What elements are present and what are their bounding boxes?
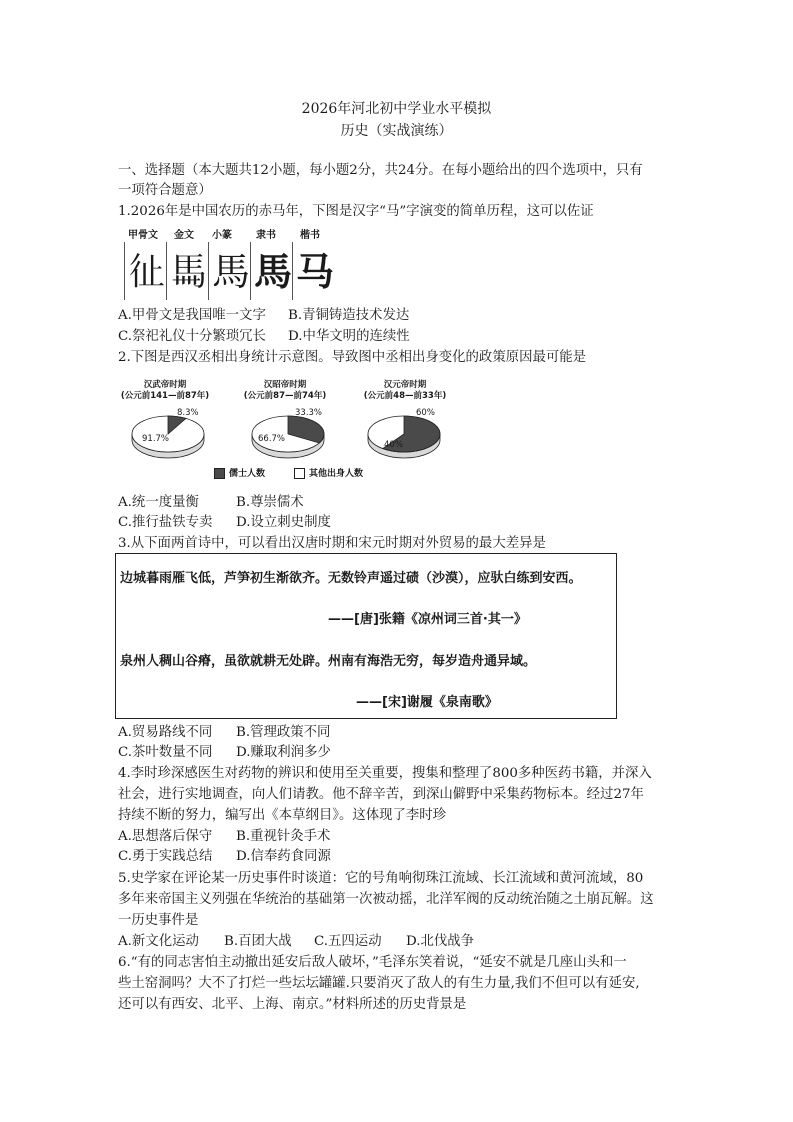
q4-option-b: B.重视针灸手术 xyxy=(236,829,331,844)
q5-option-b: B.百团大战 xyxy=(224,934,292,949)
q5-line1: 5.史学家在评论某一历史事件时谈道：它的号角响彻珠江流域、长江流域和黄河流域，80 xyxy=(118,871,644,886)
q2-option-a: A.统一度量衡 xyxy=(118,495,199,510)
legend-label-ru: 儒士人数 xyxy=(229,469,266,479)
q1-option-b: B.青铜铸造技术发达 xyxy=(288,308,410,323)
q4-option-c: C.勇于实践总结 xyxy=(118,849,213,864)
pie-label-zhaodi-other: 66.7% xyxy=(258,434,286,444)
q6-line1: 6.“有的同志害怕主动撤出延安后敌人破坏，”毛泽东笑着说，“延安不就是几座山头和一 xyxy=(118,955,627,970)
q1-options-row2 xyxy=(118,326,410,347)
glyph-bronze: 𩡧 xyxy=(170,250,209,294)
pie-title-yuandi-period: (公元前48—前33年) xyxy=(363,391,447,401)
legend-swatch-other xyxy=(294,468,305,479)
q5-option-a: A.新文化运动 xyxy=(118,934,199,949)
pie-title-zhaodi-period: (公元前87—前74年) xyxy=(243,391,327,401)
pie-title-wudi-name: 汉武帝时期 xyxy=(143,380,187,390)
q5-options xyxy=(118,931,474,952)
divider xyxy=(208,242,209,300)
char-label-regular: 楷书 xyxy=(300,230,320,241)
char-label-bronze: 金文 xyxy=(174,230,194,241)
q1-stem: 1.2026年是中国农历的赤马年，下图是汉字“马”字演变的简单历程，这可以佐证 xyxy=(118,204,594,219)
poem1-source: ——[唐]张籍《凉州词三首·其一》 xyxy=(328,612,527,627)
poem1-text: 边城暮雨雁飞低，芦笋初生渐欲齐。无数铃声遥过碛（沙漠），应驮白练到安西。 xyxy=(120,571,582,586)
legend-ru xyxy=(214,466,265,479)
pie-2 xyxy=(368,416,440,458)
divider xyxy=(250,242,251,300)
divider xyxy=(166,242,167,300)
poem2-source: ——[宋]谢履《泉南歌》 xyxy=(356,695,498,710)
q5-line2: 多年来帝国主义列强在华统治的基础第一次被动摇，北洋军阀的反动统治随之土崩瓦解。这 xyxy=(118,892,654,907)
glyph-seal: 馬 xyxy=(212,250,251,294)
q6-line3: 还可以有西安、北平、上海、南京。”材料所述的历史背景是 xyxy=(118,997,467,1012)
exam-subtitle: 历史（实战演练） xyxy=(340,123,453,139)
glyph-clerical: 馬 xyxy=(254,249,293,294)
pie-label-yuandi-ru: 60% xyxy=(416,408,435,418)
q4-option-d: D.信奉药食同源 xyxy=(236,849,331,864)
pie-label-yuandi-other: 40% xyxy=(384,440,403,450)
char-label-seal: 小篆 xyxy=(212,230,232,241)
q2-option-d: D.设立刺史制度 xyxy=(236,515,331,530)
q5-line3: 一历史事件是 xyxy=(118,913,199,928)
char-label-oracle: 甲骨文 xyxy=(128,230,158,241)
section-heading-cont: 一项符合题意） xyxy=(118,183,212,198)
q4-line1: 4.李时珍深感医生对药物的辨识和使用至关重要，搜集和整理了800多种医药书籍，并深入 xyxy=(118,766,652,781)
q5-option-c: C.五四运动 xyxy=(314,934,382,949)
divider xyxy=(292,242,293,300)
q1-option-c: C.祭祀礼仪十分繁琐冗长 xyxy=(118,329,266,344)
q3-option-b: B.管理政策不同 xyxy=(236,725,331,740)
q6-line2: 些土窑洞吗？大不了打烂一些坛坛罐罐.只要消灭了敌人的有生力量,我们不但可以有延安, xyxy=(118,976,640,991)
q4-options-row2 xyxy=(118,846,331,867)
chancellor-origin-pie-charts xyxy=(110,374,460,486)
exam-title: 2026年河北初中学业水平模拟 xyxy=(301,101,492,117)
q3-option-a: A.贸易路线不同 xyxy=(118,725,213,740)
pie-chart-canvas xyxy=(110,374,460,486)
q3-option-c: C.茶叶数量不同 xyxy=(118,745,213,760)
q1-options-row1 xyxy=(118,305,409,326)
pie-title-yuandi-name: 汉元帝时期 xyxy=(383,380,427,390)
legend-label-other: 其他出身人数 xyxy=(309,469,364,479)
q5-option-d: D.北伐战争 xyxy=(406,934,475,949)
pie-label-wudi-other: 91.7% xyxy=(142,434,170,444)
q3-options-row2 xyxy=(118,742,331,763)
q1-option-d: D.中华文明的连续性 xyxy=(288,329,410,344)
q4-line2: 社会，进行实地调查，向人们请教。他不辞辛苦，到深山僻野中采集药物标本。经过27年 xyxy=(118,787,644,802)
q4-option-a: A.思想落后保守 xyxy=(118,829,213,844)
q3-option-d: D.赚取利润多少 xyxy=(236,745,331,760)
q4-line3: 持续不断的努力，编写出《本草纲目》。这体现了李时珍 xyxy=(118,808,447,823)
pie-title-zhaodi-name: 汉昭帝时期 xyxy=(263,380,307,390)
glyph-oracle: 𢓊 xyxy=(128,250,167,294)
q3-stem: 3.从下面两首诗中，可以看出汉唐时期和宋元时期对外贸易的最大差异是 xyxy=(118,536,546,551)
char-label-clerical: 隶书 xyxy=(256,230,276,241)
poem2-text: 泉州人稠山谷瘠，虽欲就耕无处辟。州南有海浩无穷，每岁造舟通异域。 xyxy=(120,654,537,669)
legend-other xyxy=(294,466,363,479)
poem-box xyxy=(115,553,617,719)
legend-swatch-ru xyxy=(214,468,225,479)
glyph-regular: 马 xyxy=(296,249,335,294)
q3-options-row1 xyxy=(118,722,330,743)
section-heading: 一、选择题（本大题共12小题，每小题2分，共24分。在每小题给出的四个选项中，只有 xyxy=(118,163,643,178)
q4-options-row1 xyxy=(118,826,330,847)
pie-label-zhaodi-ru: 33.3% xyxy=(295,408,323,418)
horse-character-evolution-image xyxy=(124,226,334,302)
q2-options-row1 xyxy=(118,492,304,513)
pie-label-wudi-ru: 8.3% xyxy=(177,408,199,418)
divider xyxy=(124,242,125,300)
q2-stem: 2.下图是西汉丞相出身统计示意图。导致图中丞相出身变化的政策原因最可能是 xyxy=(118,350,587,365)
q1-option-a: A.甲骨文是我国唯一文字 xyxy=(118,308,266,323)
q2-option-c: C.推行盐铁专卖 xyxy=(118,515,213,530)
q2-option-b: B.尊崇儒术 xyxy=(236,495,304,510)
q2-options-row2 xyxy=(118,512,331,533)
pie-title-wudi-period: (公元前141—前87年) xyxy=(120,391,210,401)
